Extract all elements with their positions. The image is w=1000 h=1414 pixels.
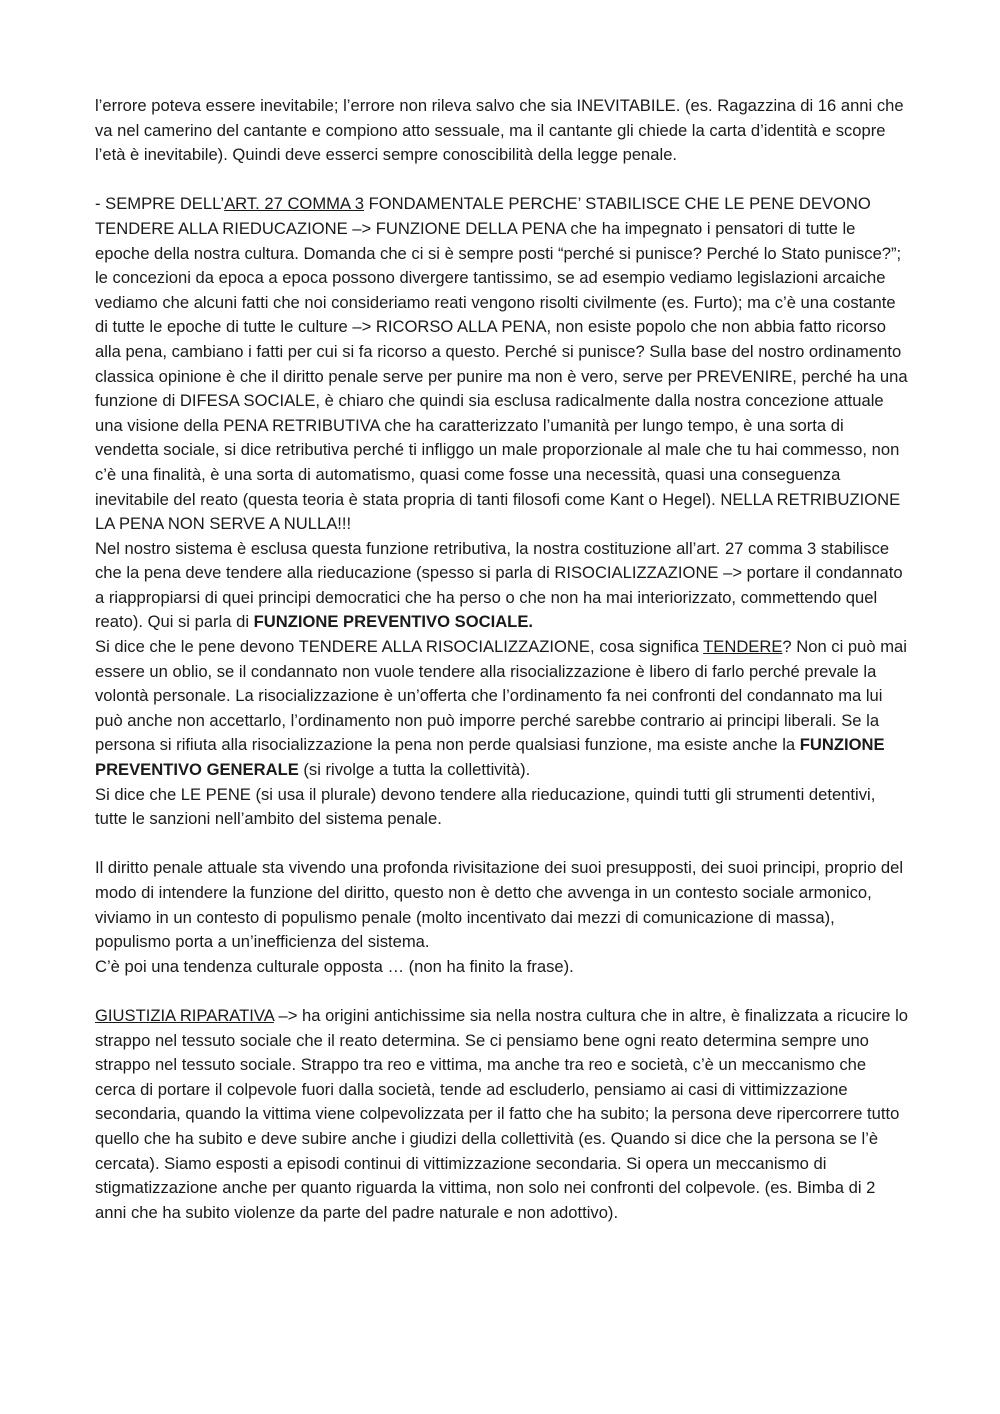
paragraph-text: Il diritto penale attuale sta vivendo una profonda rivisitazione dei suoi presupposti, dei suoi principi, proprio del modo di intendere la funzione del diritto, questo non è detto che avvenga in un contesto sociale armonico, viviamo in un contesto di populismo penale (molto incentivato dai mezzi di comunicazione di massa), populismo porta a un’inefficienza del sistema. <box>95 858 904 952</box>
paragraph-tendere <box>95 635 910 783</box>
paragraph-retributive-excluded <box>95 537 910 635</box>
paragraph-text: ? Non ci può mai essere un oblio, se il condannato non vuole tendere alla risocializzazione è libero di farlo perché prevale la volontà personale. La risocializzazione è un’offerta che l’ordinamento fa nei confronti del condannato ma lui può anche non accettarlo, l’ordinamento non può imporre perché sarebbe contrario ai principi liberali. Se la persona si rifiuta alla risocializzazione la pena non perde qualsiasi funzione, ma esiste anche la <box>95 637 907 755</box>
underlined-heading: GIUSTIZIA RIPARATIVA <box>95 1005 274 1025</box>
paragraph-text: l’errore poteva essere inevitabile; l’errore non rileva salvo che sia INEVITABILE. (es. Ragazzina di 16 anni che va nel camerino del cantante e compiono atto sessuale, ma il cantante gli chiede la carta d’identità e scopre l’età è inevitabile). Quindi deve esserci sempre conoscibilità della legge penale. <box>95 96 904 165</box>
paragraph-diritto-attuale <box>95 856 910 954</box>
paragraph-text: FONDAMENTALE PERCHE’ STABILISCE CHE LE PENE DEVONO TENDERE ALLA RIEDUCAZIONE –> FUNZIONE DELLA PENA che ha impegnato i pensatori di tutte le epoche della nostra cultura. Domanda che ci si è sempre posti “perché si punisce? Perché lo Stato punisce?”; le concezioni da epoca a epoca possono divergere tantissimo, se ad esempio vediamo legislazioni arcaiche vediamo che alcuni fatti che noi consideriamo reati vengono risolti civilmente (es. Furto); ma c’è una costante di tutte le epoche di tutte le culture –> RICORSO ALLA PENA, non esiste popolo che non abbia fatto ricorso alla pena, cambiano i fatti per cui si fa ricorso a questo. Perché si punisce? Sulla base del nostro ordinamento classica opinione è che il diritto penale serve per punire ma non è vero, serve per PREVENIRE, perché ha una funzione di DIFESA SOCIALE, è chiaro che quindi sia esclusa radicalmente dalla nostra concezione attuale una visione della PENA RETRIBUTIVA che ha caratterizzato l’umanità per lungo tempo, è una sorta di vendetta sociale, si dice retributiva perché ti infliggo un male proporzionale al male che tu hai commesso, non c’è una finalità, è una sorta di automatismo, quasi come fosse una necessità, quasi una conseguenza inevitabile del reato (questa teoria è stata propria di tanti filosofi come Kant o Hegel). NELLA RETRIBUZIONE LA PENA NON SERVE A NULLA!!! <box>95 194 908 534</box>
paragraph-lead: Si dice che le pene devono TENDERE ALLA RISOCIALIZZAZIONE, cosa significa <box>95 637 704 657</box>
paragraph-text: (si rivolge a tutta la collettività). <box>298 760 531 780</box>
paragraph-giustizia-riparativa <box>95 1004 910 1225</box>
document-page <box>95 94 910 1250</box>
paragraph-lead: - SEMPRE DELL’ <box>95 194 225 214</box>
underlined-term: TENDERE <box>703 637 783 657</box>
bold-term: FUNZIONE PREVENTIVO SOCIALE. <box>253 612 533 632</box>
bold-term: FUNZIONE PREVENTIVO GENERALE <box>95 735 885 780</box>
paragraph-art27 <box>95 192 910 536</box>
paragraph-text: Nel nostro sistema è esclusa questa funzione retributiva, la nostra costituzione all’art. 27 comma 3 stabilisce che la pena deve tendere alla rieducazione (spesso si parla di RISOCIALIZZAZIONE –> portare il condannato a riappropiarsi di quei principi democratici che ha perso o che non ha mai interiorizzato, commettendo quel reato). Qui si parla di <box>95 538 903 632</box>
paragraph-text: –> ha origini antichissime sia nella nostra cultura che in altre, è finalizzata a ricucire lo strappo nel tessuto sociale che il reato determina. Se ci pensiamo bene ogni reato determina sempre uno strappo nel tessuto sociale. Strappo tra reo e vittima, ma anche tra reo e società, c’è un meccanismo che cerca di portare il colpevole fuori dalla società, tende ad escluderlo, pensiamo ai casi di vittimizzazione secondaria, quando la vittima viene colpevolizzata per il fatto che ha subito; la persona deve ripercorrere tutto quello che ha subito e deve subire anche i giudizi della collettività (es. Quando si dice che la persona se l’è cercata). Siamo esposti a episodi continui di vittimizzazione secondaria. Si opera un meccanismo di stigmatizzazione anche per quanto riguarda la vittima, non solo nei confronti del colpevole. (es. Bimba di 2 anni che ha subito violenze da parte del padre naturale e non adottivo). <box>95 1005 908 1222</box>
paragraph-tendenza-opposta <box>95 955 910 980</box>
paragraph-text: Si dice che LE PENE (si usa il plurale) devono tendere alla rieducazione, quindi tutti gli strumenti detentivi, tutte le sanzioni nell’ambito del sistema penale. <box>95 784 876 829</box>
paragraph-inevitable-error <box>95 94 910 168</box>
paragraph-le-pene <box>95 783 910 832</box>
underlined-article-ref: ART. 27 COMMA 3 <box>224 194 364 214</box>
paragraph-text: C’è poi una tendenza culturale opposta … (non ha finito la frase). <box>95 956 574 976</box>
